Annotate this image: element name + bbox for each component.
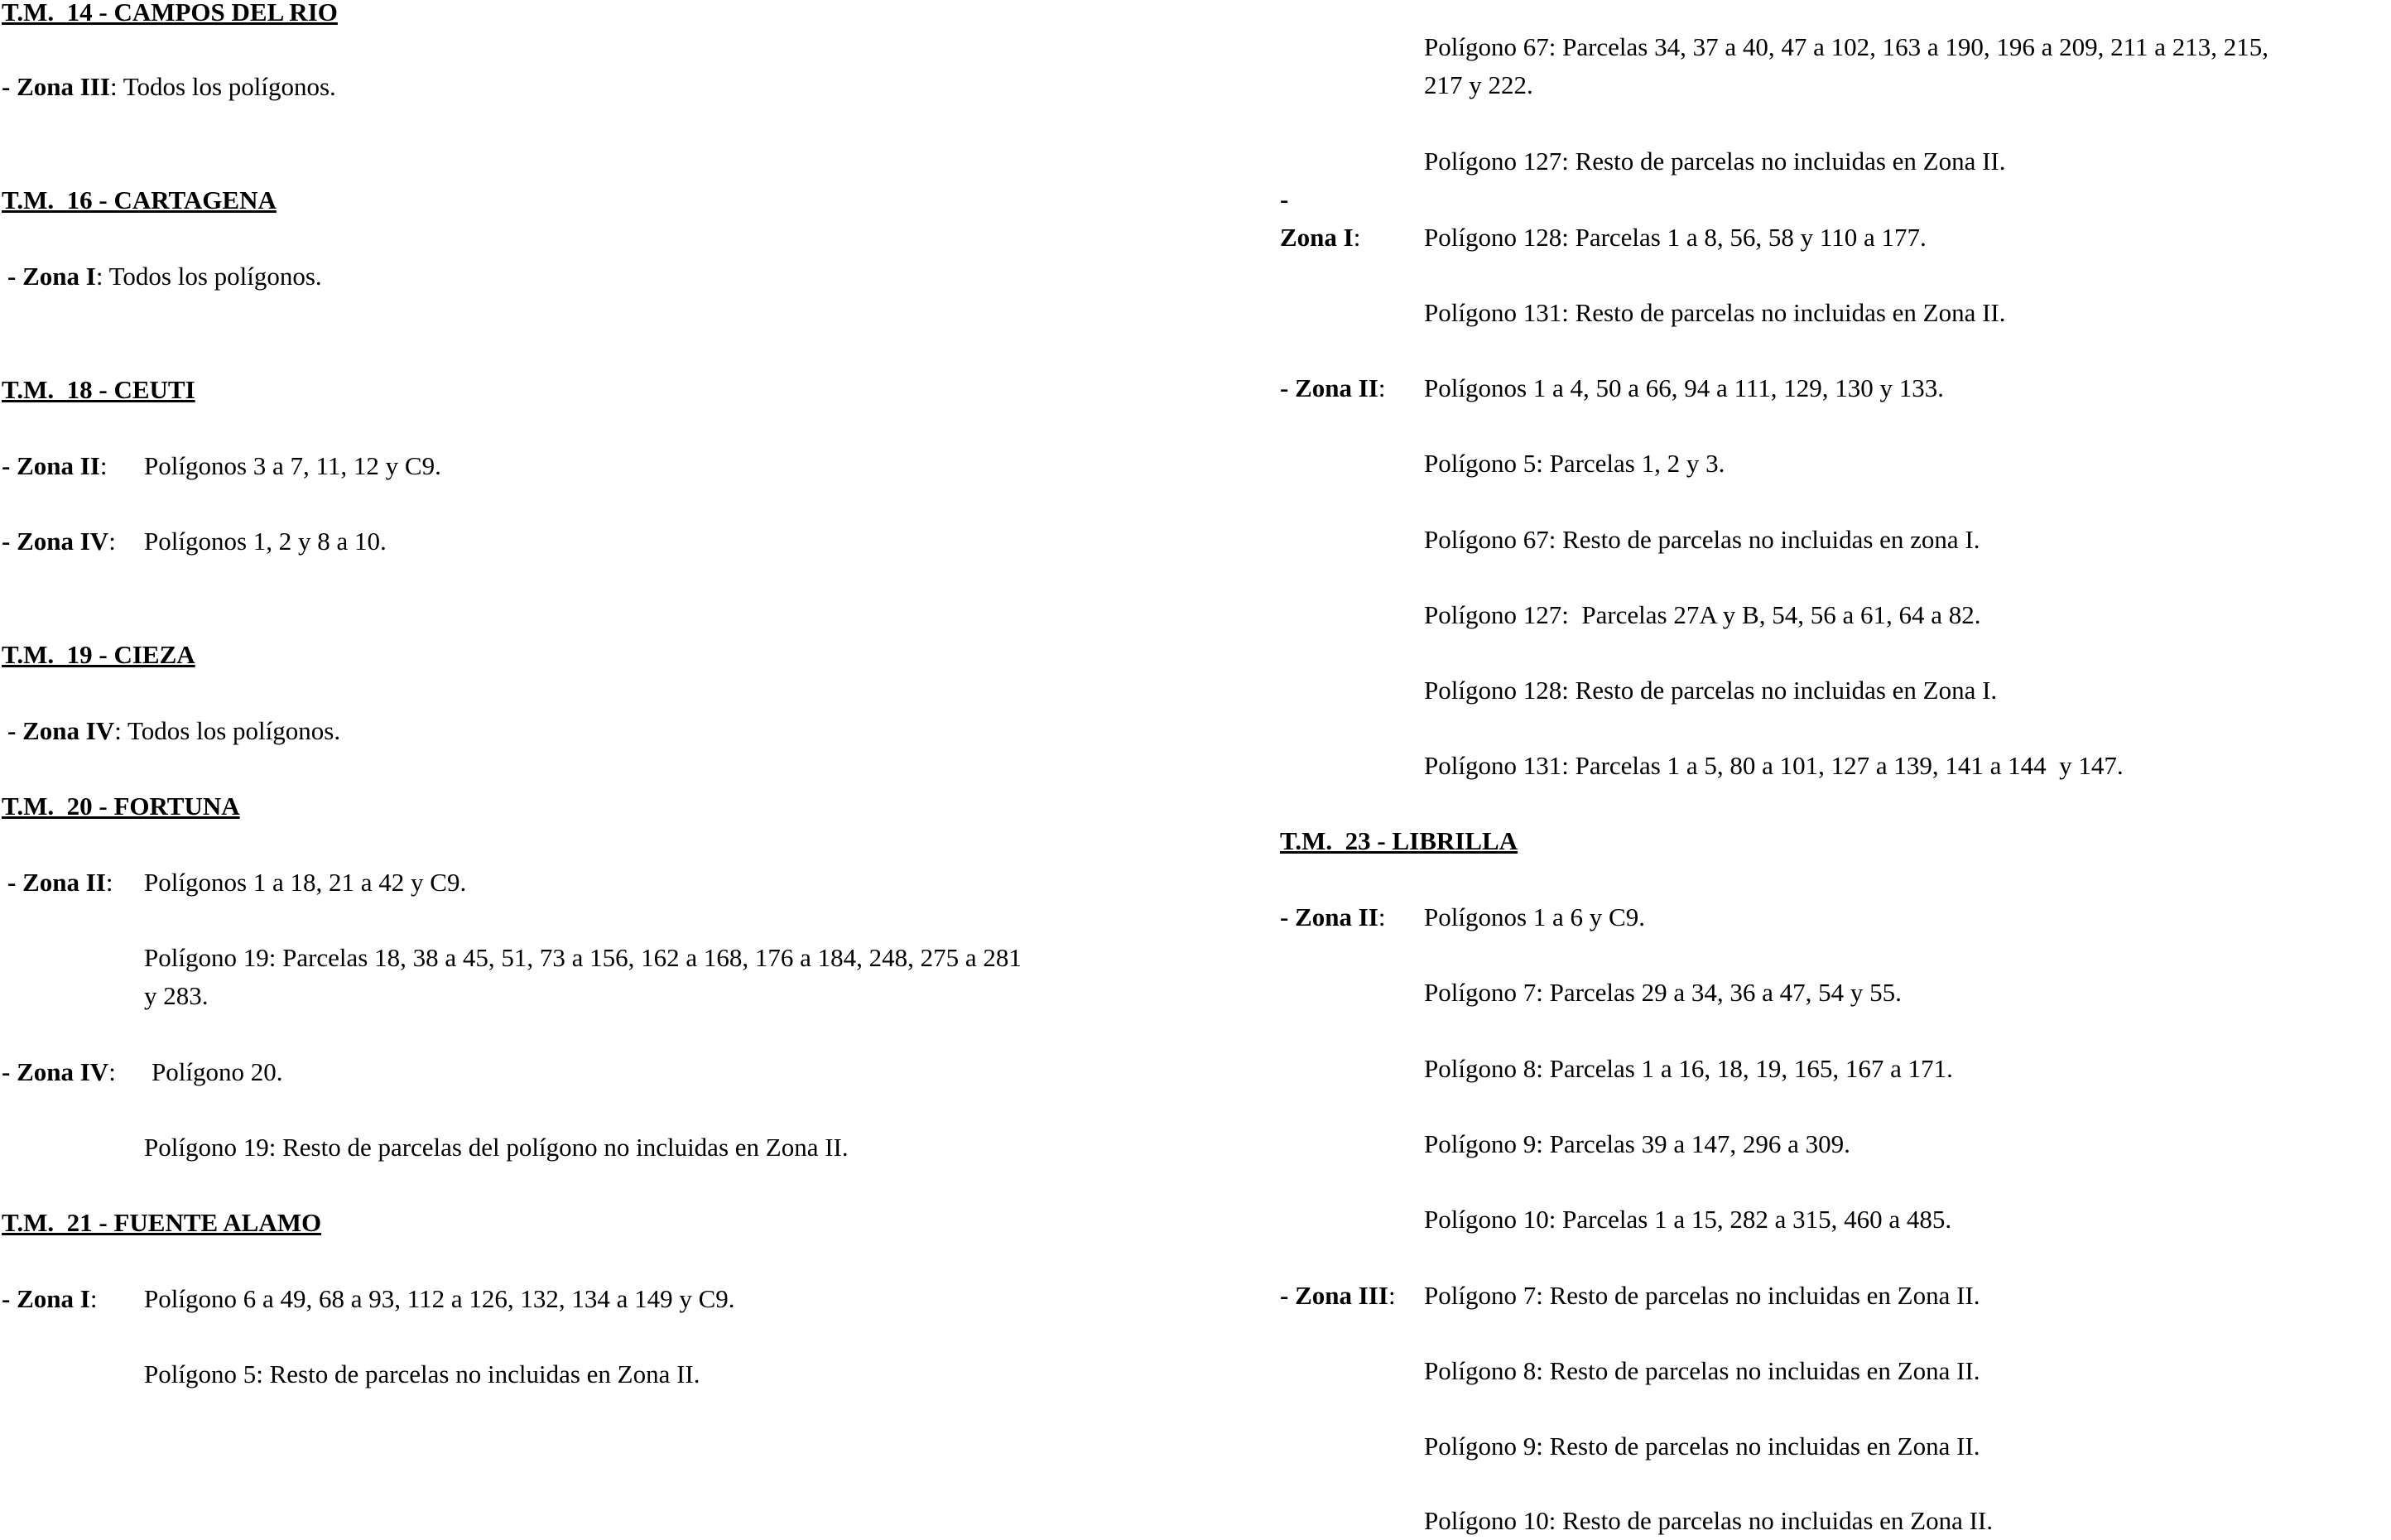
zona-separator: : xyxy=(114,716,128,745)
poligono-line: Polígono 131: Parcelas 1 a 5, 80 a 101, 127 a 139, 141 a 144 y 147. xyxy=(1424,751,2124,780)
heading-campos-del-rio: T.M. 14 - CAMPOS DEL RIO xyxy=(2,0,338,26)
poligono-line: Polígono 9: Parcelas 39 a 147, 296 a 309. xyxy=(1424,1129,1850,1158)
poligono-line: Polígonos 1 a 6 y C9. xyxy=(1424,902,1645,931)
zona-text: Polígonos 1, 2 y 8 a 10. xyxy=(144,527,387,556)
zona-separator: : xyxy=(95,262,109,291)
zona-separator: : xyxy=(109,72,123,101)
zona-separator: : xyxy=(99,451,108,480)
zona-label: - Zona III xyxy=(1280,1281,1388,1310)
heading-librilla: T.M. 23 - LIBRILLA xyxy=(1280,826,1518,855)
zona-line xyxy=(2,1053,116,1091)
zona-text: Polígono 20. xyxy=(152,1057,283,1086)
zona-label: - Zona I xyxy=(2,1284,90,1313)
poligono-line: Polígono 9: Resto de parcelas no incluidas en Zona II. xyxy=(1424,1432,1980,1461)
poligono-line: Polígono 127: Parcelas 27A y B, 54, 56 a 61, 64 a 82. xyxy=(1424,600,1981,629)
zona-label: - Zona IV xyxy=(7,716,115,745)
zona-label: - Zona II xyxy=(2,451,100,480)
zona-line xyxy=(2,68,336,106)
zona-label: - Zona II xyxy=(1280,373,1378,402)
zona-text: y 283. xyxy=(144,981,209,1010)
poligono-line: Polígono 8: Parcelas 1 a 16, 18, 19, 165, 167 a 171. xyxy=(1424,1054,1953,1083)
zona-line xyxy=(1280,219,1360,257)
zona-text: Polígono 19: Resto de parcelas del polígono no incluidas en Zona II. xyxy=(144,1133,849,1162)
heading-ceuti: T.M. 18 - CEUTI xyxy=(2,375,195,404)
zona-label: - Zona III xyxy=(2,72,110,101)
zona-line xyxy=(1280,898,1386,936)
poligono-line: Polígono 67: Parcelas 34, 37 a 40, 47 a 102, 163 a 190, 196 a 209, 211 a 213, 215, xyxy=(1424,32,2269,61)
zona-line xyxy=(7,864,113,902)
zona-line xyxy=(1280,1277,1396,1315)
zona-label: - Zona IV xyxy=(2,527,109,556)
zona-line xyxy=(7,257,322,296)
poligono-line: Polígono 10: Parcelas 1 a 15, 282 a 315, 460 a 485. xyxy=(1424,1205,1952,1234)
poligono-line: Polígono 128: Parcelas 1 a 8, 56, 58 y 110 a 177. xyxy=(1424,223,1927,252)
zona-separator: : xyxy=(108,1057,116,1086)
poligono-line: Polígonos 1 a 4, 50 a 66, 94 a 111, 129, 130 y 133. xyxy=(1424,373,1945,402)
zona-text: Polígono 19: Parcelas 18, 38 a 45, 51, 73 a 156, 162 a 168, 176 a 184, 248, 275 a 281 xyxy=(144,943,1022,972)
zona-text: Polígonos 1 a 18, 21 a 42 y C9. xyxy=(144,868,467,897)
zona-separator: : xyxy=(1378,902,1386,931)
poligono-line: Polígono 128: Resto de parcelas no incluidas en Zona I. xyxy=(1424,676,1998,705)
poligono-line: Polígono 127: Resto de parcelas no incluidas en Zona II. xyxy=(1424,147,2006,176)
zona-line xyxy=(2,1280,97,1318)
zona-text: Todos los polígonos. xyxy=(127,716,341,745)
zona-label: - Zona IV xyxy=(2,1057,109,1086)
zona-text: Polígono 6 a 49, 68 a 93, 112 a 126, 132, 134 a 149 y C9. xyxy=(144,1284,735,1313)
zona-line xyxy=(1280,369,1386,407)
heading-cieza: T.M. 19 - CIEZA xyxy=(2,640,195,669)
zona-separator: : xyxy=(89,1284,98,1313)
heading-cartagena: T.M. 16 - CARTAGENA xyxy=(2,185,277,214)
poligono-line: Polígono 8: Resto de parcelas no incluidas en Zona II. xyxy=(1424,1356,1980,1385)
zona-text: Polígono 5: Resto de parcelas no incluidas en Zona II. xyxy=(144,1360,700,1388)
poligono-line: Polígono 7: Resto de parcelas no incluidas en Zona II. xyxy=(1424,1281,1980,1310)
zona-separator: : xyxy=(1378,373,1386,402)
poligono-line: Polígono 67: Resto de parcelas no incluidas en zona I. xyxy=(1424,525,1980,554)
zona-text: Polígonos 3 a 7, 11, 12 y C9. xyxy=(144,451,441,480)
zona-label: - Zona II xyxy=(1280,902,1378,931)
zona-text: Todos los polígonos. xyxy=(123,72,336,101)
heading-fuente-alamo: T.M. 21 - FUENTE ALAMO xyxy=(2,1208,322,1237)
zona-text: Todos los polígonos. xyxy=(108,262,322,291)
zona-separator: : xyxy=(105,868,113,897)
heading-fortuna: T.M. 20 - FORTUNA xyxy=(2,792,240,821)
zona-label: - Zona II xyxy=(7,868,106,897)
zona-line xyxy=(7,712,340,750)
zona-separator: : xyxy=(1388,1281,1396,1310)
zona-line xyxy=(2,447,108,485)
poligono-line: 217 y 222. xyxy=(1424,70,1533,99)
zona-line xyxy=(2,522,116,561)
zona-dash: - xyxy=(1280,185,1289,214)
poligono-line: Polígono 10: Resto de parcelas no incluidas en Zona II. xyxy=(1424,1506,1994,1535)
poligono-line: Polígono 7: Parcelas 29 a 34, 36 a 47, 54 y 55. xyxy=(1424,978,1902,1007)
zona-label: Zona I xyxy=(1280,223,1354,252)
poligono-line: Polígono 131: Resto de parcelas no incluidas en Zona II. xyxy=(1424,298,2006,327)
zona-separator: : xyxy=(1353,223,1361,252)
poligono-line: Polígono 5: Parcelas 1, 2 y 3. xyxy=(1424,449,1725,478)
zona-label: - Zona I xyxy=(7,262,96,291)
zona-separator: : xyxy=(108,527,116,556)
